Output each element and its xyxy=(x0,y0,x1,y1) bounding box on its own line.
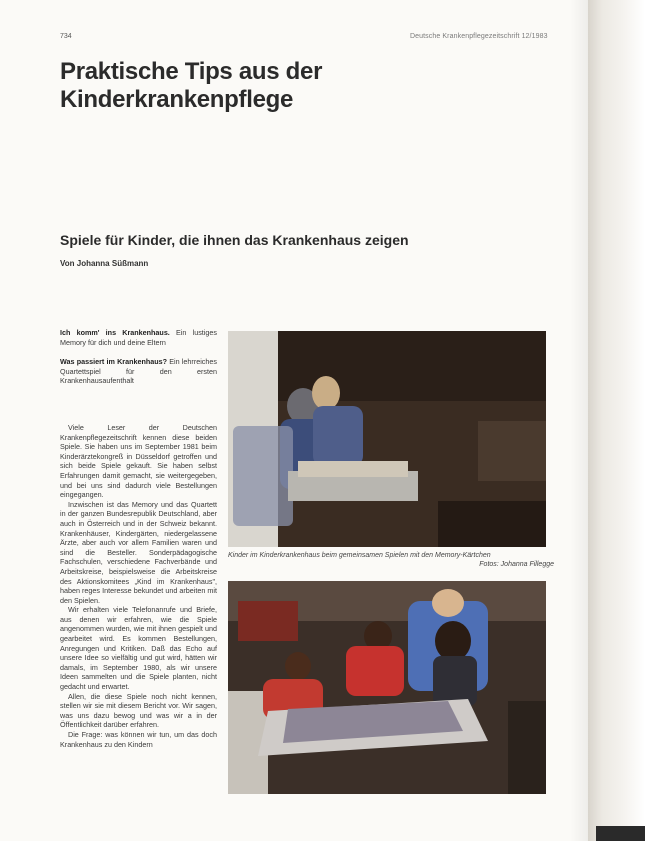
photo-caption xyxy=(228,551,554,569)
body-paragraph: Viele Leser der Deutschen Krankenpflegezeitschrift kennen diese beiden Spiele. Sie haben uns im September 1981 beim Kinderärztekongreß in Düsseldorf getroffen und sich beide Spiele gekauft. Sie haben selbst Erfahrungen damit gemacht, sie weitergegeben, und bei uns sind dadurch viele Bestellungen eingegangen. xyxy=(60,423,217,500)
body-paragraph: Wir erhalten viele Telefonanrufe und Briefe, aus denen wir erfahren, wie die Spiele angenommen wurden, wie mit ihnen gespielt und gearbeitet wird. Es kommen Bestellungen, Anregungen und Kritiken. Daß das Echo auf unsere Idee so vielfältig und gut wird, hätten wir damals, im September 1980, als wir unsere Ideen sammelten und die Spiele planten, nicht gedacht und erwartet. xyxy=(60,605,217,692)
article-title: Praktische Tips aus der Kinderkrankenpflege xyxy=(60,58,323,113)
book-spine xyxy=(588,0,645,841)
body-paragraph: Allen, die diese Spiele noch nicht kennen, stellen wir sie mit diesem Bericht vor. Wir sagen, was uns dazu bewog und was wir a in der Öffentlichkeit darüber erfahren. xyxy=(60,691,217,730)
intro-lead: Was passiert im Krankenhaus? xyxy=(60,357,168,366)
intro-text: Ein lustiges Memory für dich und deine Eltern xyxy=(60,328,217,347)
body-paragraph: Die Frage: was können wir tun, um das doch Krankenhaus zu den Kindern xyxy=(60,730,217,749)
body-paragraph: Inzwischen ist das Memory und das Quartett in der ganzen Bundesrepublik Deutschland, aber auch in Österreich und in der Schweiz bekannt. Krankenhäuser, Kindergärten, niedergelassene Ärzte, aber auch vor allem Familien waren und sind die Besteller. Sonderpädagogische Fachschulen, verschiedene Fachverbände und Arbeitskreise, beispielsweise die Arbeitskreise des Aktionskomitees „Kind im Krankenhaus", haben reges Interesse bekundet und arbeiten mit den Spielen. xyxy=(60,499,217,605)
intro-quartett xyxy=(60,357,217,386)
gutter-shadow xyxy=(570,0,590,841)
article-byline: Von Johanna Süßmann xyxy=(60,259,149,268)
binding-edge xyxy=(596,826,645,841)
photo-children-memory xyxy=(228,331,546,547)
page-number: 734 xyxy=(60,33,72,40)
article-subtitle: Spiele für Kinder, die ihnen das Krankenhaus zeigen xyxy=(60,232,409,248)
intro-memory xyxy=(60,328,217,347)
photo-credit: Fotos: Johanna Fillegge xyxy=(479,561,554,568)
intro-text: Ein lehrreiches Quartettspiel für den ersten Krankenhausaufenthalt xyxy=(60,357,217,386)
article-body xyxy=(60,423,217,803)
photo-children-puzzle xyxy=(228,581,546,794)
intro-lead: Ich komm' ins Krankenhaus. xyxy=(60,328,170,337)
caption-text: Kinder im Kinderkrankenhaus beim gemeinsamen Spielen mit den Memory-Kärtchen xyxy=(228,552,491,559)
running-head: Deutsche Krankenpflegezeitschrift 12/1983 xyxy=(410,33,548,40)
